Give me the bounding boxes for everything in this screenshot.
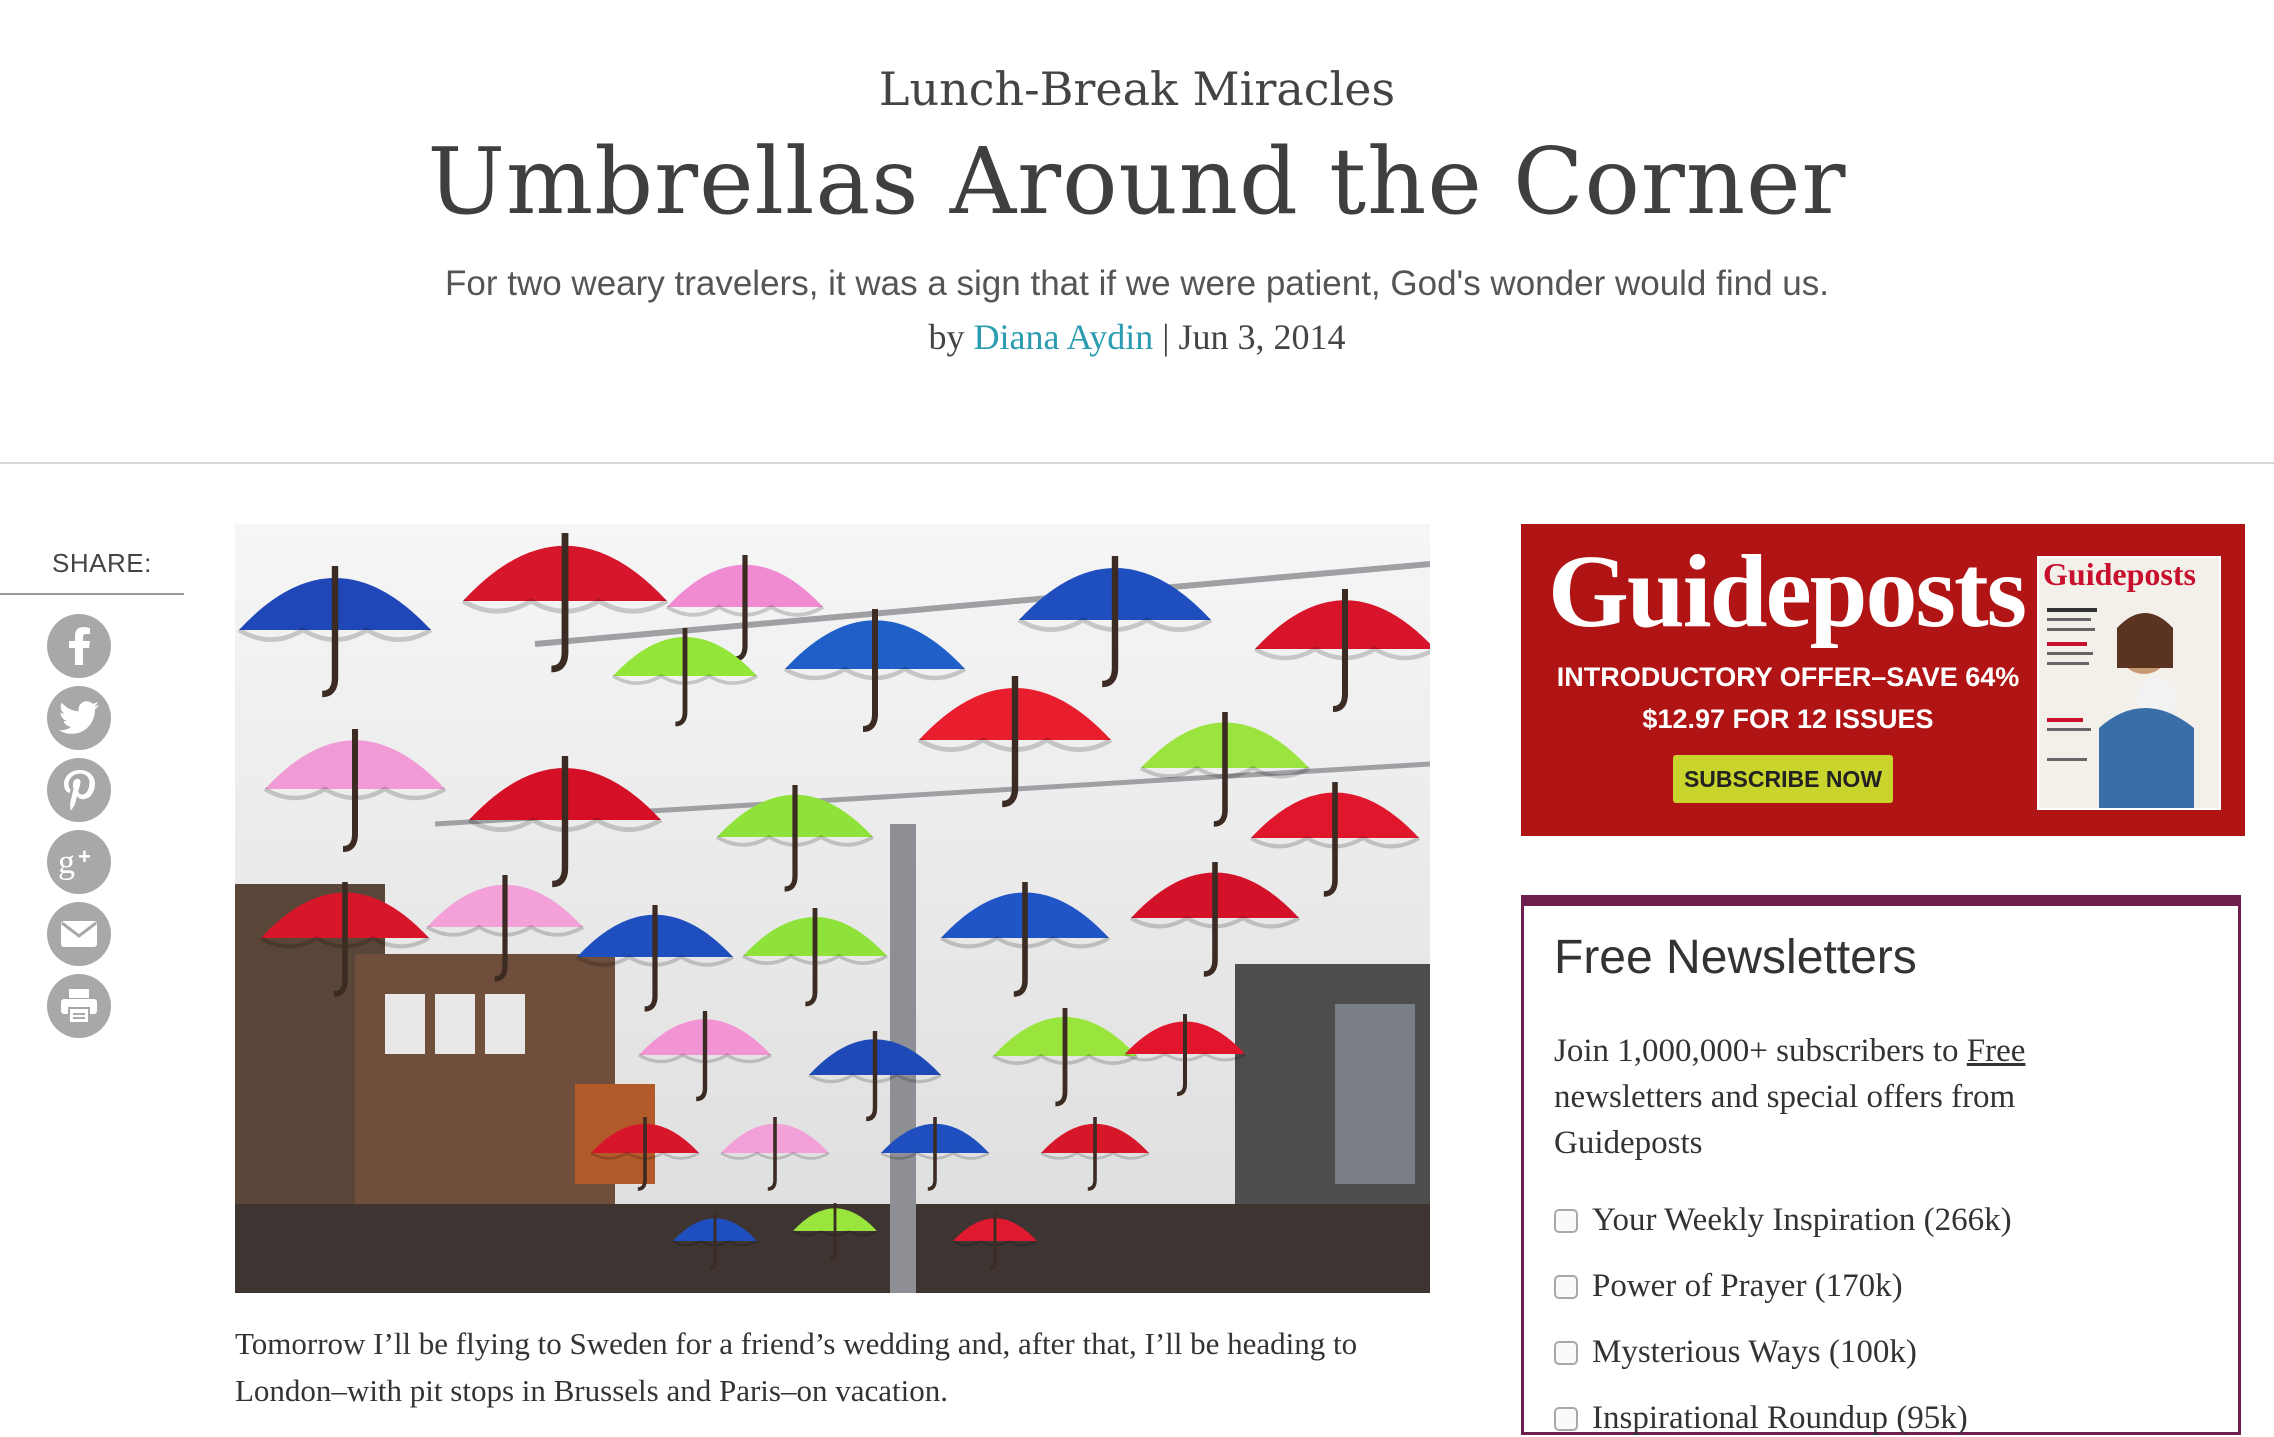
svg-text:+: + xyxy=(78,844,91,869)
newsletter-option[interactable] xyxy=(1554,1202,2012,1239)
newsletter-option-label: Your Weekly Inspiration (266k) xyxy=(1592,1202,2012,1238)
twitter-icon xyxy=(59,701,99,735)
share-twitter-button[interactable] xyxy=(47,686,111,750)
subscribe-now-button[interactable]: SUBSCRIBE NOW xyxy=(1673,755,1893,803)
newsletter-signup xyxy=(1521,895,2241,1435)
ad-brand-logo: Guideposts xyxy=(1548,534,2026,649)
svg-text:g: g xyxy=(58,844,75,881)
share-divider xyxy=(0,593,184,595)
byline xyxy=(0,316,2274,358)
header-divider xyxy=(0,462,2274,464)
share-label: SHARE: xyxy=(52,548,152,578)
newsletter-checkbox[interactable] xyxy=(1554,1341,1578,1365)
print-button[interactable] xyxy=(47,974,111,1038)
newsletter-title: Free Newsletters xyxy=(1554,931,1917,984)
newsletter-intro-text: Join 1,000,000+ subscribers to xyxy=(1554,1033,1967,1069)
body-line: Tomorrow I’ll be flying to Sweden for a friend’s wedding and, after that, I’ll be heading to xyxy=(235,1326,1358,1361)
print-icon xyxy=(60,988,98,1024)
newsletter-option[interactable] xyxy=(1554,1400,1968,1437)
article-title: Umbrellas Around the Corner xyxy=(427,128,1847,235)
publish-date: Jun 3, 2014 xyxy=(1178,317,1346,357)
newsletter-checkbox[interactable] xyxy=(1554,1407,1578,1431)
newsletter-checkbox[interactable] xyxy=(1554,1275,1578,1299)
share-facebook-button[interactable] xyxy=(47,614,111,678)
article-hero-image xyxy=(235,524,1430,1293)
share-google-plus-button[interactable] xyxy=(47,830,111,894)
newsletter-option[interactable] xyxy=(1554,1268,1903,1305)
newsletter-option-label: Mysterious Ways (100k) xyxy=(1592,1334,1917,1370)
article-body xyxy=(235,1320,1455,1414)
byline-separator: | xyxy=(1162,317,1170,357)
ad-offer-text: INTRODUCTORY OFFER–SAVE 64% xyxy=(1556,662,2020,692)
share-email-button[interactable] xyxy=(47,902,111,966)
body-line: London–with pit stops in Brussels and Paris–on vacation. xyxy=(235,1373,948,1408)
author-link[interactable]: Diana Aydin xyxy=(973,317,1154,357)
share-pinterest-button[interactable] xyxy=(47,758,111,822)
pinterest-icon xyxy=(63,770,95,810)
newsletter-intro xyxy=(1554,1028,2134,1166)
article-dek: For two weary travelers, it was a sign that if we were patient, God's wonder would find us. xyxy=(445,264,1829,303)
magazine-cover xyxy=(2037,556,2221,810)
magazine-cover-art xyxy=(2039,558,2219,808)
newsletter-option-label: Power of Prayer (170k) xyxy=(1592,1268,1903,1304)
byline-prefix: by xyxy=(928,317,965,357)
magazine-cover-title: Guideposts xyxy=(2043,556,2196,592)
article-category[interactable]: Lunch-Break Miracles xyxy=(878,62,1396,116)
newsletter-checkbox[interactable] xyxy=(1554,1209,1578,1233)
share-bar xyxy=(0,548,184,595)
google-plus-icon xyxy=(56,842,102,882)
umbrellas-photo xyxy=(235,524,1430,1293)
ad-price-text: $12.97 FOR 12 ISSUES xyxy=(1642,704,1934,734)
newsletter-option-label: Inspirational Roundup (95k) xyxy=(1592,1400,1968,1436)
article-header xyxy=(0,0,2274,462)
newsletter-intro-text: newsletters and special offers from Guideposts xyxy=(1554,1079,2016,1161)
subscription-ad[interactable] xyxy=(1521,524,2245,836)
newsletter-free-link[interactable]: Free xyxy=(1966,1033,2026,1069)
email-icon xyxy=(60,920,98,948)
newsletter-option[interactable] xyxy=(1554,1334,1917,1371)
facebook-icon xyxy=(64,627,94,665)
